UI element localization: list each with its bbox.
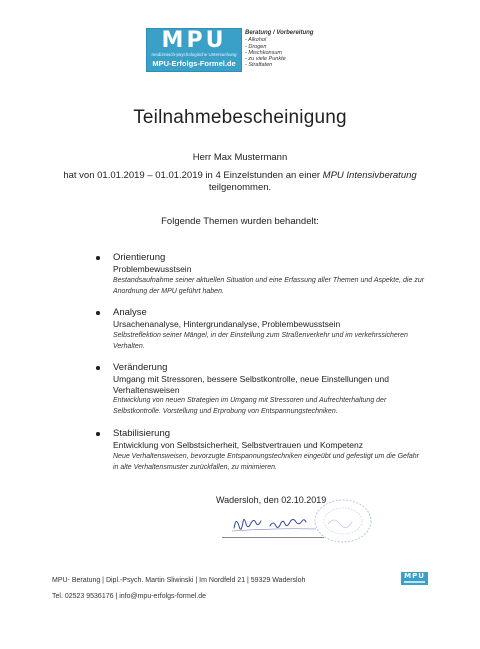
footer-contact: Tel. 02523 9536176 | info@mpu-erfolgs-formel.de bbox=[52, 593, 207, 600]
footer-address: MPU- Beratung | Dipl.-Psych. Martin Sliwinski | Im Nordfeld 21 | 59329 Wadersloh bbox=[52, 577, 306, 584]
participant-name: Herr Max Mustermann bbox=[192, 152, 288, 163]
footer-logo bbox=[401, 572, 428, 585]
signature-image bbox=[226, 508, 326, 536]
topic-heading: Veränderung bbox=[113, 362, 168, 373]
service-item: - Alkohol bbox=[245, 37, 267, 44]
footer-logo-text: MPU bbox=[404, 572, 425, 580]
course-emphasis: MPU Intensivberatung bbox=[322, 170, 417, 181]
bullet-icon bbox=[96, 256, 100, 260]
course-prefix: hat von 01.01.2019 – 01.01.2019 in 4 Einzelstunden an einer bbox=[63, 170, 323, 181]
topic-subtitle: Umgang mit Stressoren, bessere Selbstkontrolle, neue Einstellungen und Verhaltensweisen bbox=[113, 374, 389, 395]
topic-description: Selbstreflektion seiner Mängel, in der Einstellung zum Straßenverkehr und im verkehrssicheren Verhalten. bbox=[113, 331, 408, 350]
topic-heading: Analyse bbox=[113, 307, 147, 318]
course-suffix: teilgenommen. bbox=[208, 182, 272, 193]
services-title: Beratung / Vorbereitung bbox=[245, 30, 314, 36]
topic-description: Bestandsaufnahme seiner aktuellen Situation und eine Erfassung aller Themen und Aspekte, die zur Anordnung der MPU geführt haben. bbox=[113, 276, 425, 295]
topic-item bbox=[96, 252, 426, 297]
topics-intro: Folgende Themen wurden behandelt: bbox=[161, 216, 319, 227]
logo-text: MPU bbox=[161, 28, 227, 53]
topic-subtitle: Entwicklung von Selbstsicherheit, Selbstvertrauen und Kompetenz bbox=[113, 440, 363, 450]
footer-logo-bar bbox=[404, 581, 425, 583]
topic-item bbox=[96, 362, 426, 417]
services-list bbox=[245, 30, 355, 69]
bullet-icon bbox=[96, 311, 100, 315]
topic-item bbox=[96, 428, 426, 473]
document-title: Teilnahmebescheinigung bbox=[133, 107, 347, 128]
topic-item bbox=[96, 307, 426, 352]
service-item: - Mischkonsum bbox=[245, 49, 282, 56]
course-statement bbox=[40, 170, 440, 194]
bullet-icon bbox=[96, 366, 100, 370]
logo-subtitle: medizinisch-psychologische Untersuchung bbox=[151, 52, 237, 57]
place-date: Wadersloh, den 02.10.2019 bbox=[216, 495, 327, 505]
service-item: - Drogen bbox=[245, 43, 267, 50]
topic-heading: Stabilisierung bbox=[113, 428, 171, 439]
topic-subtitle: Ursachenanalyse, Hintergrundanalyse, Problembewusstsein bbox=[113, 319, 341, 329]
topic-subtitle: Problembewusstsein bbox=[113, 264, 192, 274]
service-item: - zu viele Punkte bbox=[245, 56, 286, 63]
signature-line bbox=[222, 537, 324, 538]
topic-description: Entwicklung von neuen Strategien im Umgang mit Stressoren und Aufrechterhaltung der Selbstkontrolle. Vorstellung und Erprobung von Entspannungstechniken. bbox=[113, 397, 387, 415]
mpu-logo bbox=[146, 28, 242, 72]
logo-domain: MPU-Erfolgs-Formel.de bbox=[152, 59, 236, 68]
service-item: - Straftaten bbox=[245, 62, 273, 69]
topic-heading: Orientierung bbox=[113, 252, 166, 263]
topic-description: Neue Verhaltensweisen, bevorzugte Entspannungstechniken eingeübt und gefestigt um die Gefahr in alte Verhaltensmuster zurückfallen, zu minimieren. bbox=[113, 452, 420, 471]
bullet-icon bbox=[96, 432, 100, 436]
